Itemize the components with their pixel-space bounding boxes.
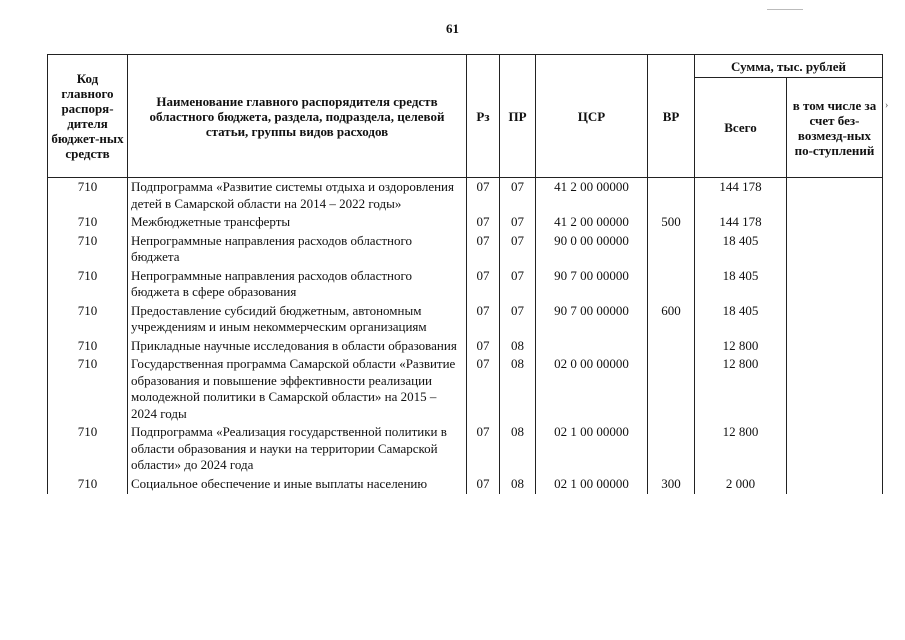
cell-rz: 07: [467, 475, 500, 494]
cell-vr: [648, 337, 695, 356]
cell-csr: 02 0 00 00000: [536, 355, 648, 423]
header-total: Всего: [695, 78, 787, 178]
header-free: в том числе за счет без-возмезд-ных по-ступлений: [787, 78, 883, 178]
cell-csr: 90 7 00 00000: [536, 302, 648, 337]
cell-csr: [536, 337, 648, 356]
cell-name: Подпрограмма «Реализация государственной политики в области образования и науки на территории Самарской области» до 2024 года: [128, 423, 467, 475]
cell-code: 710: [48, 475, 128, 494]
cell-csr: 02 1 00 00000: [536, 423, 648, 475]
header-vr: ВР: [648, 55, 695, 178]
cell-code: 710: [48, 302, 128, 337]
cell-rz: 07: [467, 267, 500, 302]
cell-vr: [648, 267, 695, 302]
cell-name: Государственная программа Самарской области «Развитие образования и повышение эффективности реализации молодежной политики в Самарской области» на 2015 – 2024 годы: [128, 355, 467, 423]
cell-pr: 08: [500, 355, 536, 423]
cell-free: [787, 475, 883, 494]
cell-pr: 07: [500, 267, 536, 302]
cell-pr: 08: [500, 337, 536, 356]
cell-free: [787, 178, 883, 214]
table-row: [48, 475, 883, 494]
cell-vr: [648, 355, 695, 423]
cell-code: 710: [48, 337, 128, 356]
cell-total: 18 405: [695, 232, 787, 267]
table-row: [48, 267, 883, 302]
table-row: [48, 232, 883, 267]
cell-pr: 07: [500, 232, 536, 267]
cell-rz: 07: [467, 178, 500, 214]
table-row: [48, 423, 883, 475]
page-number: 61: [446, 21, 459, 36]
cell-total: 12 800: [695, 355, 787, 423]
cell-code: 710: [48, 213, 128, 232]
cell-rz: 07: [467, 423, 500, 475]
cell-pr: 07: [500, 302, 536, 337]
header-sum: Сумма, тыс. рублей: [695, 55, 883, 78]
cell-name: Межбюджетные трансферты: [128, 213, 467, 232]
cell-csr: 02 1 00 00000: [536, 475, 648, 494]
cell-pr: 07: [500, 213, 536, 232]
cell-vr: [648, 232, 695, 267]
cell-name: Прикладные научные исследования в области образования: [128, 337, 467, 356]
cell-rz: 07: [467, 355, 500, 423]
margin-mark: ›: [885, 100, 889, 111]
cell-pr: 08: [500, 475, 536, 494]
header-name: Наименование главного распорядителя средств областного бюджета, раздела, подраздела, целевой статьи, группы видов расходов: [128, 55, 467, 178]
cell-rz: 07: [467, 232, 500, 267]
cell-total: 12 800: [695, 337, 787, 356]
table-body: [48, 178, 883, 494]
cell-code: 710: [48, 178, 128, 214]
cell-free: [787, 355, 883, 423]
cell-rz: 07: [467, 302, 500, 337]
cell-pr: 08: [500, 423, 536, 475]
cell-name: Непрограммные направления расходов областного бюджета в сфере образования: [128, 267, 467, 302]
header-rz: Рз: [467, 55, 500, 178]
cell-csr: 41 2 00 00000: [536, 213, 648, 232]
cell-rz: 07: [467, 337, 500, 356]
cell-csr: 90 0 00 00000: [536, 232, 648, 267]
cell-code: 710: [48, 423, 128, 475]
header-pr: ПР: [500, 55, 536, 178]
cell-total: 144 178: [695, 178, 787, 214]
cell-free: [787, 423, 883, 475]
cell-free: [787, 267, 883, 302]
cell-total: 2 000: [695, 475, 787, 494]
cell-pr: 07: [500, 178, 536, 214]
cell-name: Социальное обеспечение и иные выплаты населению: [128, 475, 467, 494]
cell-vr: 500: [648, 213, 695, 232]
cell-csr: 90 7 00 00000: [536, 267, 648, 302]
cell-name: Подпрограмма «Развитие системы отдыха и оздоровления детей в Самарской области на 2014 – 2022 годы»: [128, 178, 467, 214]
cell-vr: [648, 178, 695, 214]
top-rule: [767, 9, 803, 10]
cell-free: [787, 302, 883, 337]
cell-total: 18 405: [695, 302, 787, 337]
cell-total: 144 178: [695, 213, 787, 232]
cell-rz: 07: [467, 213, 500, 232]
cell-code: 710: [48, 232, 128, 267]
table-row: [48, 213, 883, 232]
cell-code: 710: [48, 267, 128, 302]
table-row: [48, 337, 883, 356]
table-row: [48, 355, 883, 423]
cell-free: [787, 232, 883, 267]
cell-vr: 600: [648, 302, 695, 337]
cell-csr: 41 2 00 00000: [536, 178, 648, 214]
table-row: [48, 178, 883, 214]
cell-vr: [648, 423, 695, 475]
cell-total: 12 800: [695, 423, 787, 475]
cell-total: 18 405: [695, 267, 787, 302]
cell-code: 710: [48, 355, 128, 423]
header-code: Код главного распоря-дителя бюджет-ных средств: [48, 55, 128, 178]
cell-free: [787, 213, 883, 232]
cell-free: [787, 337, 883, 356]
cell-name: Предоставление субсидий бюджетным, автономным учреждениям и иным некоммерческим организациям: [128, 302, 467, 337]
table-row: [48, 302, 883, 337]
budget-table: [47, 54, 883, 494]
header-csr: ЦСР: [536, 55, 648, 178]
cell-vr: 300: [648, 475, 695, 494]
cell-name: Непрограммные направления расходов областного бюджета: [128, 232, 467, 267]
